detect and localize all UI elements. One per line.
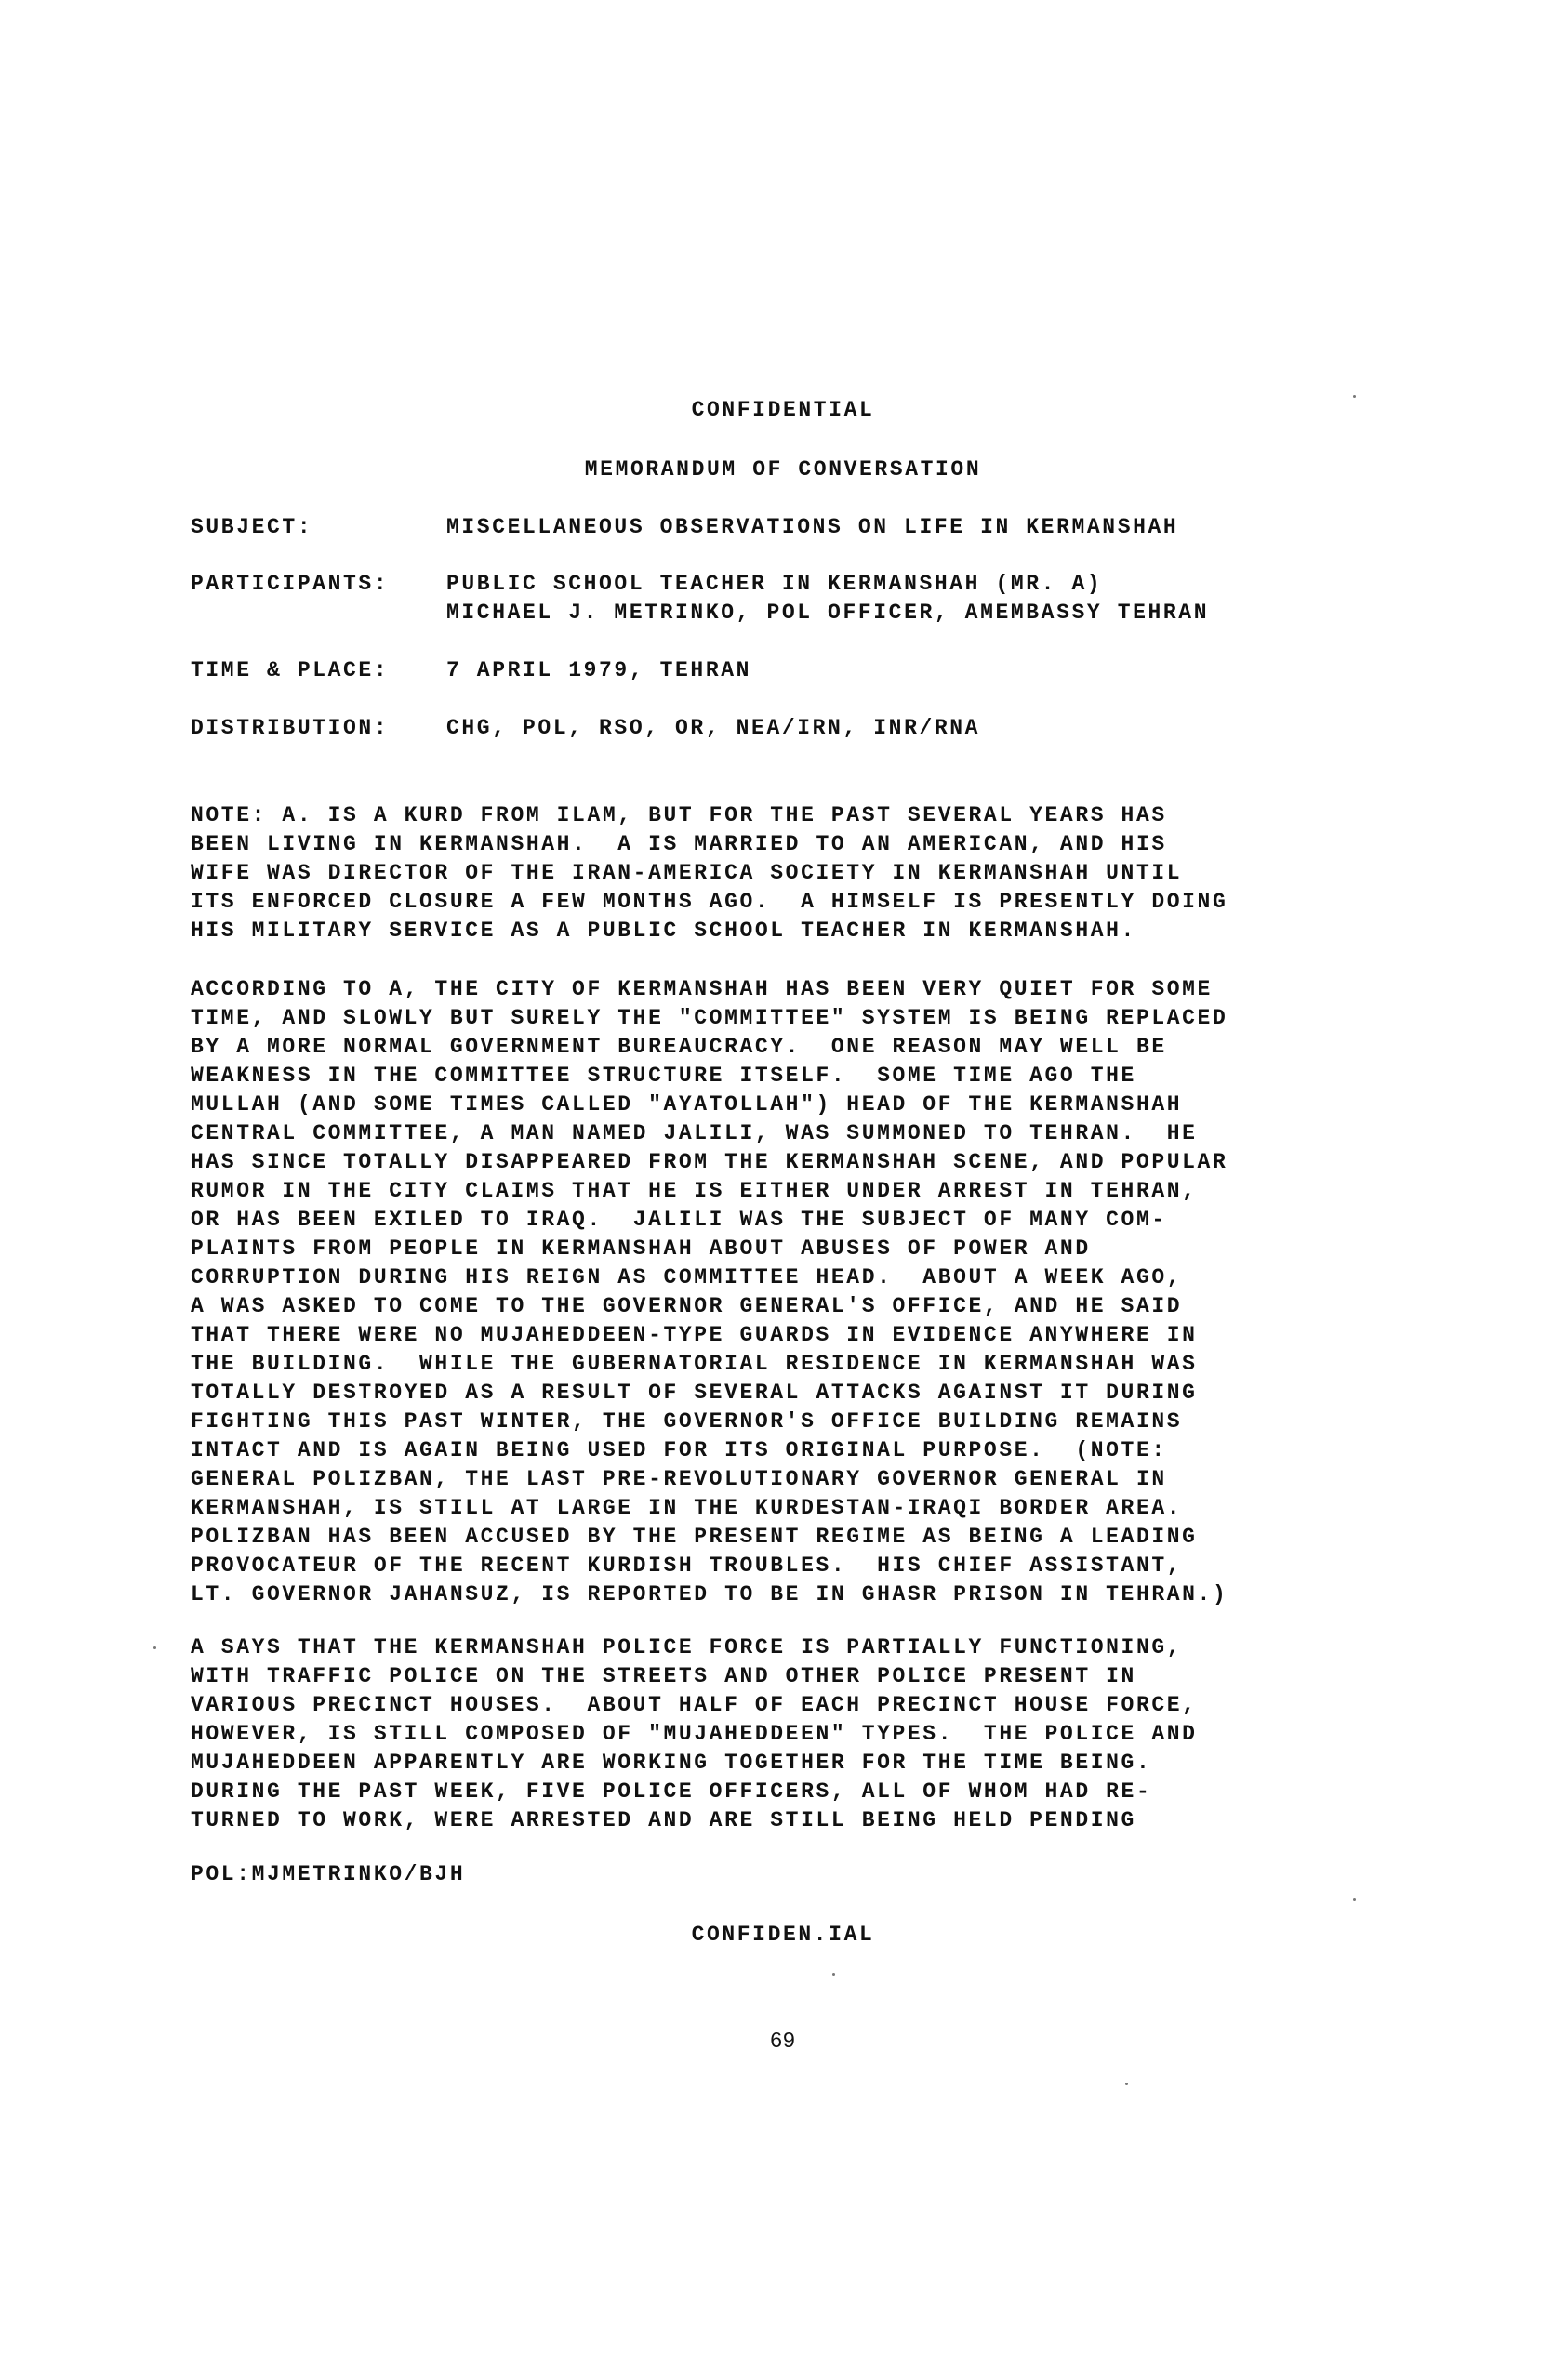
- paragraph-line: LT. GOVERNOR JAHANSUZ, IS REPORTED TO BE IN GHASR PRISON IN TEHRAN.): [191, 1582, 1228, 1606]
- paragraph-line: INTACT AND IS AGAIN BEING USED FOR ITS ORIGINAL PURPOSE. (NOTE:: [191, 1438, 1167, 1462]
- paragraph-line: KERMANSHAH, IS STILL AT LARGE IN THE KURDESTAN-IRAQI BORDER AREA.: [191, 1496, 1183, 1520]
- body-paragraph-2: [191, 1633, 1400, 1835]
- scan-speck: [153, 1646, 156, 1649]
- paragraph-line: VARIOUS PRECINCT HOUSES. ABOUT HALF OF EACH PRECINCT HOUSE FORCE,: [191, 1693, 1198, 1717]
- classification-top: CONFIDENTIAL: [691, 398, 875, 422]
- participants-value-line-1: PUBLIC SCHOOL TEACHER IN KERMANSHAH (MR. A): [446, 572, 1103, 596]
- paragraph-line: RUMOR IN THE CITY CLAIMS THAT HE IS EITHER UNDER ARREST IN TEHRAN,: [191, 1179, 1198, 1203]
- scan-speck: [1353, 395, 1356, 398]
- drafter-line: POL:MJMETRINKO/BJH: [191, 1862, 466, 1886]
- paragraph-line: NOTE: A. IS A KURD FROM ILAM, BUT FOR THE PAST SEVERAL YEARS HAS: [191, 803, 1167, 827]
- paragraph-line: DURING THE PAST WEEK, FIVE POLICE OFFICERS, ALL OF WHOM HAD RE-: [191, 1779, 1152, 1804]
- paragraph-line: PROVOCATEUR OF THE RECENT KURDISH TROUBLES. HIS CHIEF ASSISTANT,: [191, 1554, 1183, 1578]
- scan-speck: [832, 1973, 835, 1976]
- paragraph-line: ITS ENFORCED CLOSURE A FEW MONTHS AGO. A HIMSELF IS PRESENTLY DOING: [191, 890, 1228, 914]
- subject-value: MISCELLANEOUS OBSERVATIONS ON LIFE IN KERMANSHAH: [446, 515, 1179, 539]
- paragraph-line: THE BUILDING. WHILE THE GUBERNATORIAL RESIDENCE IN KERMANSHAH WAS: [191, 1352, 1198, 1376]
- paragraph-line: HIS MILITARY SERVICE AS A PUBLIC SCHOOL TEACHER IN KERMANSHAH.: [191, 919, 1136, 943]
- paragraph-line: PLAINTS FROM PEOPLE IN KERMANSHAH ABOUT ABUSES OF POWER AND: [191, 1236, 1091, 1261]
- paragraph-line: HAS SINCE TOTALLY DISAPPEARED FROM THE KERMANSHAH SCENE, AND POPULAR: [191, 1150, 1228, 1174]
- paragraph-line: OR HAS BEEN EXILED TO IRAQ. JALILI WAS THE SUBJECT OF MANY COM-: [191, 1208, 1167, 1232]
- paragraph-line: TURNED TO WORK, WERE ARRESTED AND ARE STILL BEING HELD PENDING: [191, 1808, 1136, 1832]
- paragraph-line: WEAKNESS IN THE COMMITTEE STRUCTURE ITSELF. SOME TIME AGO THE: [191, 1064, 1136, 1088]
- scan-speck: [1353, 1898, 1356, 1901]
- paragraph-line: FIGHTING THIS PAST WINTER, THE GOVERNOR'S OFFICE BUILDING REMAINS: [191, 1409, 1183, 1434]
- paragraph-line: CENTRAL COMMITTEE, A MAN NAMED JALILI, WAS SUMMONED TO TEHRAN. HE: [191, 1121, 1198, 1145]
- paragraph-line: CORRUPTION DURING HIS REIGN AS COMMITTEE HEAD. ABOUT A WEEK AGO,: [191, 1265, 1183, 1289]
- time-place-label: TIME & PLACE:: [191, 658, 390, 682]
- classification-bottom: CONFIDEN.IAL: [691, 1923, 875, 1947]
- paragraph-line: BEEN LIVING IN KERMANSHAH. A IS MARRIED TO AN AMERICAN, AND HIS: [191, 832, 1167, 856]
- page-number: 69: [770, 2028, 796, 2052]
- paragraph-line: WITH TRAFFIC POLICE ON THE STREETS AND OTHER POLICE PRESENT IN: [191, 1664, 1136, 1688]
- scan-speck: [1125, 2082, 1128, 2085]
- paragraph-line: A SAYS THAT THE KERMANSHAH POLICE FORCE IS PARTIALLY FUNCTIONING,: [191, 1635, 1183, 1659]
- note-paragraph: [191, 801, 1400, 945]
- paragraph-line: TOTALLY DESTROYED AS A RESULT OF SEVERAL ATTACKS AGAINST IT DURING: [191, 1381, 1198, 1405]
- subject-label: SUBJECT:: [191, 515, 313, 539]
- paragraph-line: TIME, AND SLOWLY BUT SURELY THE "COMMITTEE" SYSTEM IS BEING REPLACED: [191, 1006, 1228, 1030]
- participants-value-line-2: MICHAEL J. METRINKO, POL OFFICER, AMEMBASSY TEHRAN: [446, 601, 1210, 625]
- distribution-label: DISTRIBUTION:: [191, 716, 390, 740]
- paragraph-line: BY A MORE NORMAL GOVERNMENT BUREAUCRACY. ONE REASON MAY WELL BE: [191, 1035, 1167, 1059]
- memo-title: MEMORANDUM OF CONVERSATION: [584, 457, 982, 482]
- participants-label: PARTICIPANTS:: [191, 572, 390, 596]
- paragraph-line: MULLAH (AND SOME TIMES CALLED "AYATOLLAH") HEAD OF THE KERMANSHAH: [191, 1092, 1183, 1117]
- paragraph-line: THAT THERE WERE NO MUJAHEDDEEN-TYPE GUARDS IN EVIDENCE ANYWHERE IN: [191, 1323, 1198, 1347]
- paragraph-line: POLIZBAN HAS BEEN ACCUSED BY THE PRESENT REGIME AS BEING A LEADING: [191, 1525, 1198, 1549]
- paragraph-line: A WAS ASKED TO COME TO THE GOVERNOR GENERAL'S OFFICE, AND HE SAID: [191, 1294, 1183, 1318]
- paragraph-line: ACCORDING TO A, THE CITY OF KERMANSHAH HAS BEEN VERY QUIET FOR SOME: [191, 977, 1213, 1001]
- time-place-value: 7 APRIL 1979, TEHRAN: [446, 658, 752, 682]
- body-paragraph-1: [191, 975, 1400, 1609]
- paragraph-line: MUJAHEDDEEN APPARENTLY ARE WORKING TOGETHER FOR THE TIME BEING.: [191, 1751, 1152, 1775]
- paragraph-line: HOWEVER, IS STILL COMPOSED OF "MUJAHEDDEEN" TYPES. THE POLICE AND: [191, 1722, 1198, 1746]
- paragraph-line: WIFE WAS DIRECTOR OF THE IRAN-AMERICA SOCIETY IN KERMANSHAH UNTIL: [191, 861, 1183, 885]
- distribution-value: CHG, POL, RSO, OR, NEA/IRN, INR/RNA: [446, 716, 981, 740]
- paragraph-line: GENERAL POLIZBAN, THE LAST PRE-REVOLUTIONARY GOVERNOR GENERAL IN: [191, 1467, 1167, 1491]
